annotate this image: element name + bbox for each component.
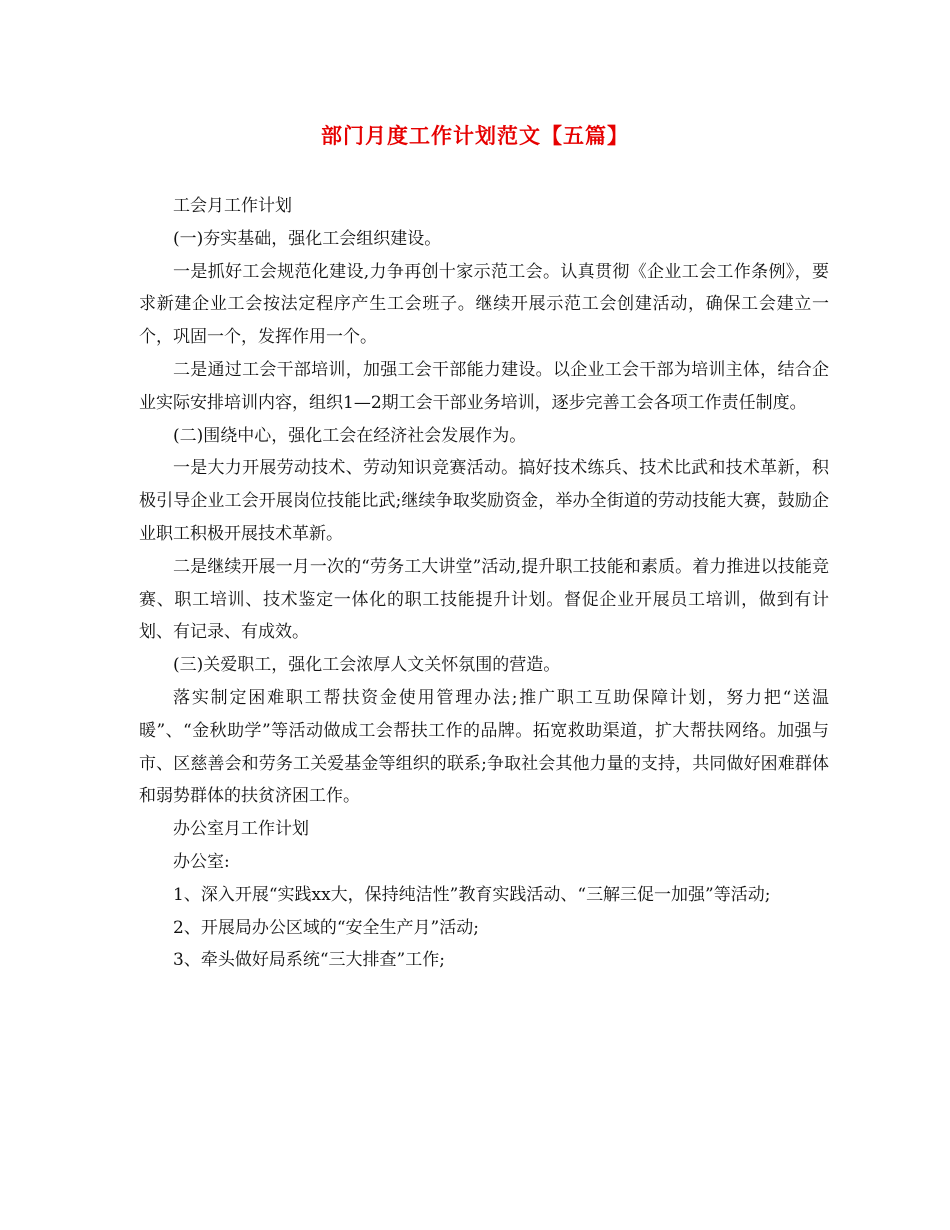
document-title: 部门月度工作计划范文【五篇】: [321, 123, 629, 148]
subsection-heading-2: (二)围绕中心，强化工会在经济社会发展作为。: [173, 425, 527, 446]
section-heading-union: 工会月工作计划: [173, 196, 292, 216]
section-heading-office: 办公室月工作计划: [173, 819, 309, 840]
paragraph: 一是抓好工会规范化建设,力争再创十家示范工会。认真贯彻《企业工会工作条例》，要求新建企业工会按法定程序产生工会班子。继续开展示范工会创建活动，确保工会建立一个，巩固一个，发挥作用一个。: [139, 261, 829, 348]
paragraph: 一是大力开展劳动技术、劳动知识竞赛活动。搞好技术练兵、技术比武和技术革新，积极引导企业工会开展岗位技能比武;继续争取奖励资金，举办全街道的劳动技能大赛，鼓励企业职工积极开展技术革新。: [139, 458, 829, 544]
paragraph: 二是继续开展一月一次的“劳务工大讲堂”活动,提升职工技能和素质。着力推进以技能竞赛、职工培训、技术鉴定一体化的职工技能提升计划。督促企业开展员工培训，做到有计划、有记录、有成效。: [139, 556, 829, 643]
list-item: 2、开展局办公区域的“安全生产月”活动;: [173, 917, 479, 938]
office-label: 办公室:: [173, 851, 230, 872]
paragraph: 二是通过工会干部培训，加强工会干部能力建设。以企业工会干部为培训主体，结合企业实际安排培训内容，组织1—2期工会干部业务培训，逐步完善工会各项工作责任制度。: [139, 359, 829, 413]
paragraph: 落实制定困难职工帮扶资金使用管理办法;推广职工互助保障计划，努力把“送温暖”、“金秋助学”等活动做成工会帮扶工作的品牌。拓宽救助渠道，扩大帮扶网络。加强与市、区慈善会和劳务工关爱基金等组织的联系;争取社会其他力量的支持，共同做好困难群体和弱势群体的扶贫济困工作。: [139, 687, 829, 807]
list-item: 3、牵头做好局系统“三大排查”工作;: [173, 950, 445, 971]
list-item: 1、深入开展“实践xx大，保持纯洁性”教育实践活动、“三解三促一加强”等活动;: [173, 884, 771, 905]
subsection-heading-3: (三)关爱职工，强化工会浓厚人文关怀氛围的营造。: [173, 655, 561, 676]
subsection-heading-1: (一)夯实基础，强化工会组织建设。: [173, 228, 442, 249]
document-body: [139, 190, 829, 977]
